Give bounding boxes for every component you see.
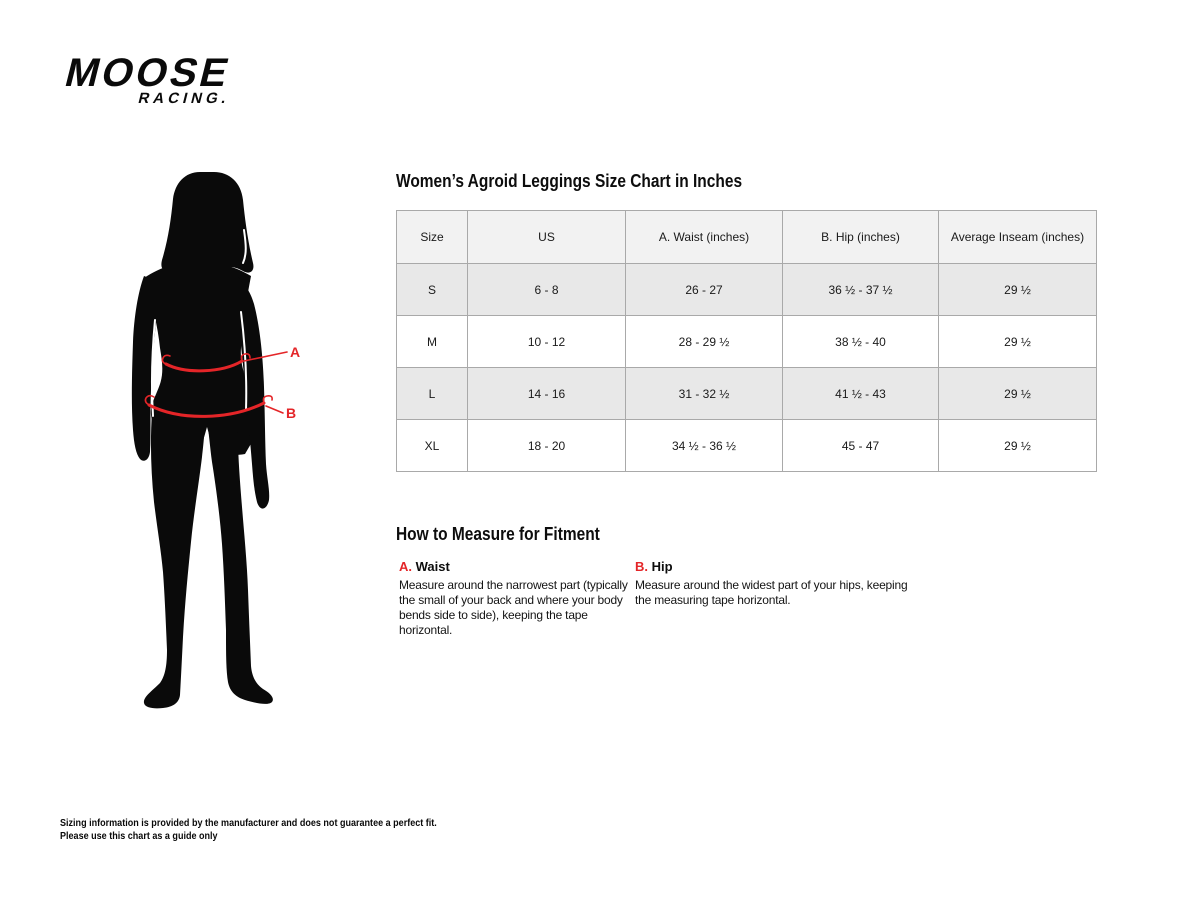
measure-description-hip: Measure around the widest part of your hips, keeping the measuring tape horizontal. <box>635 578 908 607</box>
cell-us: 14 - 16 <box>468 368 626 420</box>
cell-waist: 34 ½ - 36 ½ <box>626 420 783 472</box>
table-row-s <box>397 264 1097 316</box>
cell-size: M <box>397 316 468 368</box>
cell-hip: 36 ½ - 37 ½ <box>783 264 939 316</box>
waist-label-a: A <box>290 344 301 360</box>
column-header-hip: B. Hip (inches) <box>783 211 939 264</box>
table-header-row <box>397 211 1097 264</box>
measure-name-hip: Hip <box>651 559 673 574</box>
measure-section-title: How to Measure for Fitment <box>396 524 600 544</box>
cell-waist: 26 - 27 <box>626 264 783 316</box>
cell-hip: 45 - 47 <box>783 420 939 472</box>
cell-hip: 41 ½ - 43 <box>783 368 939 420</box>
size-chart-table <box>396 210 1097 472</box>
cell-waist: 31 - 32 ½ <box>626 368 783 420</box>
table-row-m <box>397 316 1097 368</box>
column-header-size: Size <box>397 211 468 264</box>
disclaimer-line-1: Sizing information is provided by the manufacturer and does not guarantee a perfect fit. <box>60 817 437 829</box>
hip-label-b: B <box>286 405 297 421</box>
measure-letter-b: B. <box>635 559 648 574</box>
cell-inseam: 29 ½ <box>939 316 1097 368</box>
cell-hip: 38 ½ - 40 <box>783 316 939 368</box>
cell-size: S <box>397 264 468 316</box>
cell-size: XL <box>397 420 468 472</box>
logo-text-racing: RACING. <box>136 90 232 106</box>
cell-inseam: 29 ½ <box>939 264 1097 316</box>
page-title: Women’s Agroid Leggings Size Chart in Inches <box>396 171 743 191</box>
cell-inseam: 29 ½ <box>939 420 1097 472</box>
table-row-xl <box>397 420 1097 472</box>
cell-size: L <box>397 368 468 420</box>
cell-inseam: 29 ½ <box>939 368 1097 420</box>
measure-instructions <box>399 559 915 638</box>
cell-waist: 28 - 29 ½ <box>626 316 783 368</box>
measure-item-waist <box>399 559 635 638</box>
measure-heading-waist <box>399 559 635 574</box>
measure-description-waist: Measure around the narrowest part (typically the small of your back and where your body bends side to side), keeping the tape horizontal. <box>399 578 628 637</box>
column-header-waist: A. Waist (inches) <box>626 211 783 264</box>
cell-us: 10 - 12 <box>468 316 626 368</box>
woman-silhouette-graphic <box>130 172 350 712</box>
measure-letter-a: A. <box>399 559 412 574</box>
brand-logo <box>56 50 246 106</box>
disclaimer-line-2: Please use this chart as a guide only <box>60 830 218 842</box>
measure-name-waist: Waist <box>415 559 450 574</box>
disclaimer <box>60 817 437 843</box>
measure-heading-hip <box>635 559 915 574</box>
cell-us: 6 - 8 <box>468 264 626 316</box>
measurement-figure <box>130 172 350 712</box>
measure-item-hip <box>635 559 915 638</box>
woman-silhouette <box>161 172 253 273</box>
moose-racing-logo-graphic <box>56 50 246 106</box>
column-header-inseam: Average Inseam (inches) <box>939 211 1097 264</box>
logo-text-moose: MOOSE <box>60 50 236 95</box>
table-row-l <box>397 368 1097 420</box>
column-header-us: US <box>468 211 626 264</box>
cell-us: 18 - 20 <box>468 420 626 472</box>
